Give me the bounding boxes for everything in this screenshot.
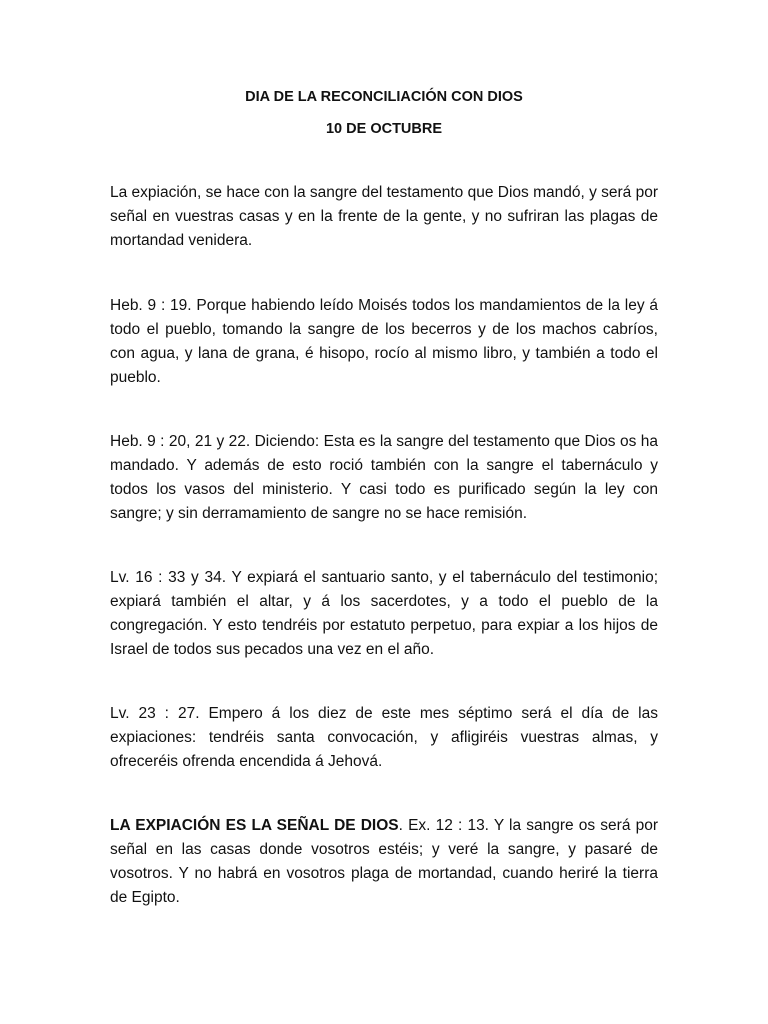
paragraph-lead-bold: LA EXPIACIÓN ES LA SEÑAL DE DIOS	[110, 817, 399, 834]
paragraph-lv-23-27: Lv. 23 : 27. Empero á los diez de este mes séptimo será el día de las expiaciones: tendréis santa convocación, y afligiréis vuestras almas, y ofreceréis ofrenda encendida á Jehová.	[110, 705, 658, 770]
paragraph-lv-16-33: Lv. 16 : 33 y 34. Y expiará el santuario santo, y el tabernáculo del testimonio; expiará también el altar, y á los sacerdotes, y a todo el pueblo de la congregación. Y esto tendréis por estatuto perpetuo, para expiar a los hijos de Israel de todos sus pecados una vez en el año.	[110, 569, 658, 658]
paragraph-heb-9-20: Heb. 9 : 20, 21 y 22. Diciendo: Esta es la sangre del testamento que Dios os ha mandado. Y además de esto roció también con la sangre el tabernáculo y todos los vasos del ministerio. Y casi todo es purificado según la ley con sangre; y sin derramamiento de sangre no se hace remisión.	[110, 433, 658, 522]
page-date: 10 DE OCTUBRE	[325, 121, 443, 137]
document-body	[110, 181, 658, 950]
paragraph-text: . Ex. 12 : 13. Y la sangre os será por señal en las casas donde vosotros estéis; y veré la sangre, y pasaré de vosotros. Y no habrá en vosotros plaga de mortandad, cuando heriré la tierra de Egipto.	[110, 817, 658, 906]
paragraph-ex-12-13	[110, 814, 658, 910]
paragraph-intro: La expiación, se hace con la sangre del testamento que Dios mandó, y será por señal en vuestras casas y en la frente de la gente, y no sufriran las plagas de mortandad venidera.	[110, 184, 658, 249]
paragraph-heb-9-19: Heb. 9 : 19. Porque habiendo leído Moisés todos los mandamientos de la ley á todo el pueblo, tomando la sangre de los becerros y de los machos cabríos, con agua, y lana de grana, é hisopo, rocío al mismo libro, y también a todo el pueblo.	[110, 297, 658, 386]
page-title: DIA DE LA RECONCILIACIÓN CON DIOS	[245, 89, 523, 105]
